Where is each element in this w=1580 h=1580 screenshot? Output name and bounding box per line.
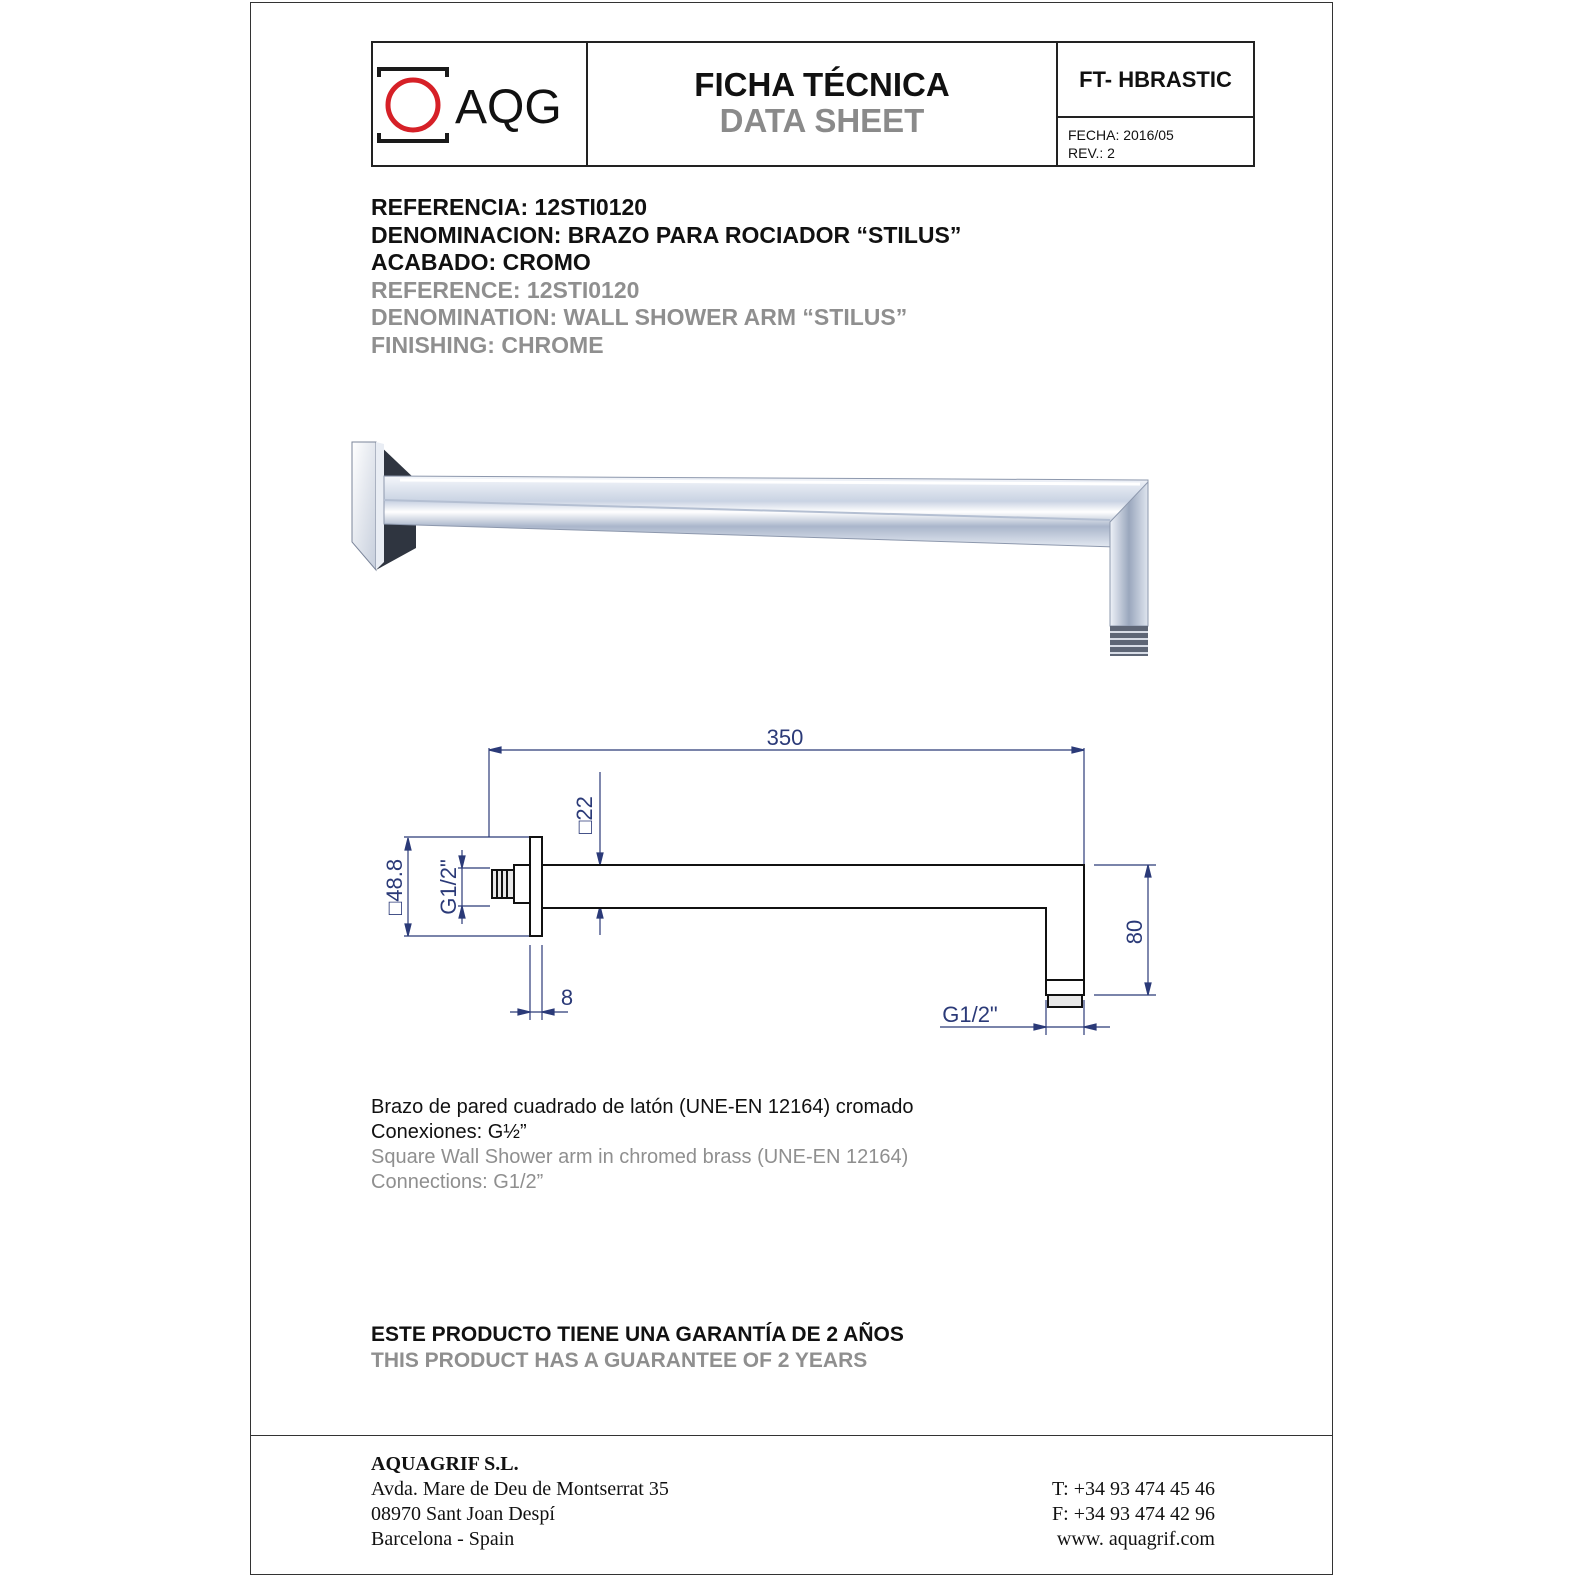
description-block	[371, 1095, 914, 1195]
address-line2: 08970 Sant Joan Despí	[371, 1503, 555, 1525]
denomination-es: DENOMINACION: BRAZO PARA ROCIADOR “STILUS”	[371, 221, 962, 248]
dim-drop-label: 80	[1122, 919, 1147, 945]
dim-outlet-thread-label: G1/2"	[942, 1002, 998, 1027]
logo-text: AQG	[455, 81, 562, 134]
finish-en: FINISHING: CHROME	[371, 331, 604, 358]
product-image	[340, 430, 1200, 680]
dim-inlet-thread-label: G1/2"	[436, 859, 461, 915]
doc-code: FT- HBRASTIC	[1058, 43, 1253, 118]
footer-contact	[1052, 1477, 1215, 1552]
website-link[interactable]: www. aquagrif.com	[1056, 1528, 1215, 1550]
date-line: FECHA: 2016/05	[1068, 127, 1174, 143]
technical-drawing	[370, 720, 1170, 1050]
title-cell	[588, 43, 1058, 165]
dim-flange-thickness-label: 8	[560, 985, 574, 1010]
address-line1: Avda. Mare de Deu de Montserrat 35	[371, 1478, 669, 1500]
title-en: DATA SHEET	[719, 102, 925, 139]
logo	[373, 43, 588, 165]
fax: F: +34 93 474 42 96	[1052, 1503, 1215, 1525]
finish-es: ACABADO: CROMO	[371, 249, 591, 275]
dim-length-label: 350	[766, 725, 804, 750]
description-line2-es: Conexiones: G½”	[371, 1121, 527, 1143]
guarantee-en: THIS PRODUCT HAS A GUARANTEE OF 2 YEARS	[371, 1349, 868, 1372]
description-line2-en: Connections: G1/2”	[371, 1171, 544, 1193]
code-cell	[1058, 43, 1253, 165]
company-name: AQUAGRIF S.L.	[371, 1453, 519, 1475]
title-es: FICHA TÉCNICA	[694, 66, 950, 103]
guarantee-block	[371, 1322, 904, 1374]
footer-address	[371, 1452, 669, 1552]
denomination-en: DENOMINATION: WALL SHOWER ARM “STILUS”	[371, 304, 908, 330]
revision-info	[1058, 118, 1253, 162]
spec-block	[371, 194, 961, 359]
description-line1-es: Brazo de pared cuadrado de latón (UNE-EN 12164) cromado	[371, 1096, 914, 1118]
dim-tube-label: □22	[572, 796, 597, 834]
footer-divider	[250, 1435, 1333, 1436]
description-line1-en: Square Wall Shower arm in chromed brass (UNE-EN 12164)	[371, 1146, 909, 1168]
dim-flange-label: □48.8	[382, 858, 407, 916]
reference-es: REFERENCIA: 12STI0120	[371, 194, 648, 220]
header-block	[371, 41, 1255, 167]
reference-en: REFERENCE: 12STI0120	[371, 276, 640, 303]
rev-line: REV.: 2	[1068, 145, 1115, 161]
phone: T: +34 93 474 45 46	[1051, 1478, 1215, 1500]
guarantee-es: ESTE PRODUCTO TIENE UNA GARANTÍA DE 2 AÑOS	[371, 1323, 904, 1346]
aqg-logo-icon	[373, 43, 582, 165]
address-line3: Barcelona - Spain	[371, 1528, 515, 1550]
